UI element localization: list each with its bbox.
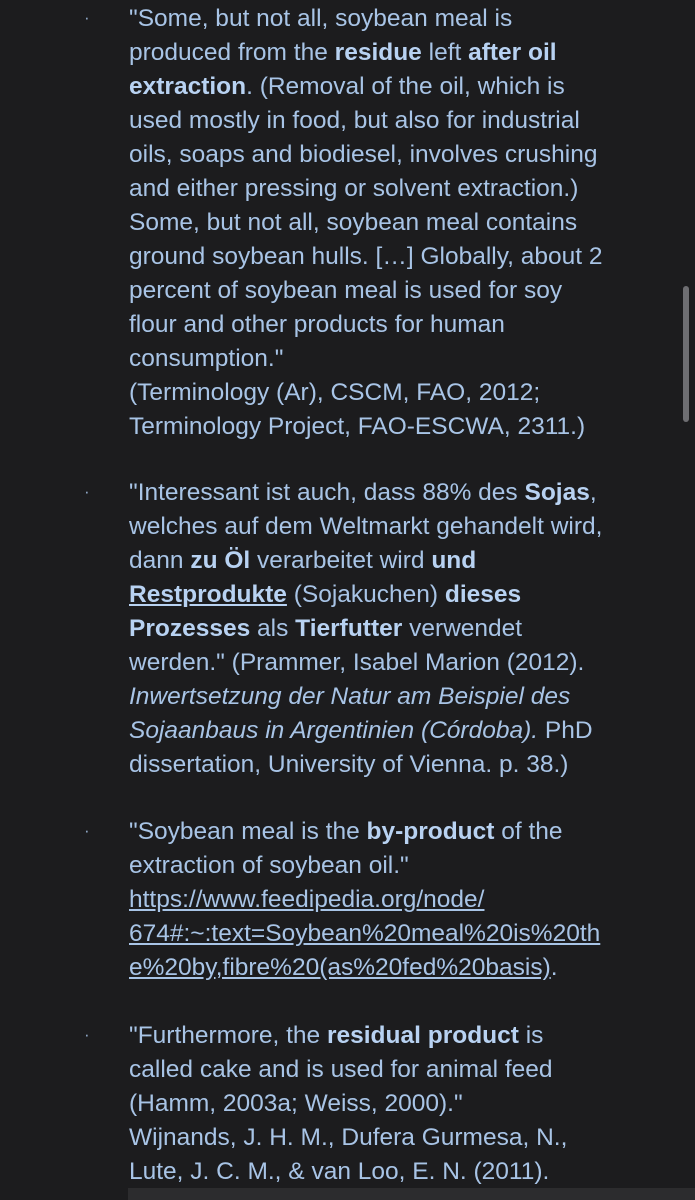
link-text[interactable]: https://www.feedipedia.org/node/ bbox=[129, 886, 485, 913]
text-line: used mostly in food, but also for industrial bbox=[129, 107, 580, 134]
text-line: flour and other products for human bbox=[129, 311, 505, 338]
citation-line: werden." (Prammer, Isabel Marion (2012). bbox=[129, 649, 585, 676]
text-line: Prozesses als Tierfutter verwendet bbox=[129, 615, 523, 642]
text-line: Restprodukte (Sojakuchen) dieses bbox=[129, 581, 522, 608]
bullet-dot: · bbox=[84, 821, 90, 840]
text-line: ground soybean hulls. […] Globally, about 2 bbox=[129, 243, 603, 270]
emphasis: residue bbox=[334, 39, 422, 66]
emphasis: by-product bbox=[366, 818, 495, 845]
quote-feedipedia bbox=[129, 815, 654, 985]
feedipedia-link[interactable]: e%20by,fibre%20(as%20fed%20basis). bbox=[129, 954, 558, 981]
citation-title-line: Sojaanbaus in Argentinien (Córdoba). PhD bbox=[129, 717, 593, 744]
emphasis: dieses bbox=[444, 581, 522, 608]
citation-line: (Terminology (Ar), CSCM, FAO, 2012; bbox=[129, 379, 541, 406]
text-line: Some, but not all, soybean meal contains bbox=[129, 209, 578, 236]
citation-line: dissertation, University of Vienna. p. 38.) bbox=[129, 751, 569, 778]
text-line: oils, soaps and biodiesel, involves crushing bbox=[129, 141, 598, 168]
emphasis: extraction bbox=[129, 73, 247, 100]
quote-wijnands bbox=[129, 1019, 654, 1189]
text-line: dann zu Öl verarbeitet wird und bbox=[129, 547, 477, 574]
emphasis: Tierfutter bbox=[295, 615, 403, 642]
quote-fao-terminology bbox=[129, 2, 654, 444]
link-text[interactable]: e%20by,fibre%20(as%20fed%20basis) bbox=[129, 954, 551, 981]
quote-prammer bbox=[129, 476, 654, 782]
citation-line: Wijnands, J. H. M., Dufera Gurmesa, N., bbox=[129, 1124, 568, 1151]
bullet-dot: · bbox=[84, 8, 90, 27]
text-line: extraction. (Removal of the oil, which is bbox=[129, 73, 565, 100]
bullet-dot: · bbox=[84, 1025, 90, 1044]
citation-title-line: Inwertsetzung der Natur am Beispiel des bbox=[129, 683, 571, 710]
text-line: produced from the residue left after oil bbox=[129, 39, 557, 66]
emphasis: Prozesses bbox=[129, 615, 251, 642]
emphasis: after oil bbox=[468, 39, 557, 66]
feedipedia-link[interactable] bbox=[129, 883, 654, 917]
emphasis: residual product bbox=[326, 1022, 519, 1049]
text-line: percent of soybean meal is used for soy bbox=[129, 277, 563, 304]
emphasis: zu Öl bbox=[190, 547, 251, 574]
text-line: and either pressing or solvent extraction.) bbox=[129, 175, 579, 202]
text-line: "Soybean meal is the by-product of the bbox=[129, 818, 563, 845]
text-line: welches auf dem Weltmarkt gehandelt wird, bbox=[129, 513, 603, 540]
feedipedia-link[interactable] bbox=[129, 917, 654, 951]
citation-line: Terminology Project, FAO-ESCWA, 2311.) bbox=[129, 413, 586, 440]
text-line: "Interessant ist auch, dass 88% des Sojas, bbox=[129, 479, 597, 506]
text-line: (Hamm, 2003a; Weiss, 2000)." bbox=[129, 1090, 463, 1117]
vertical-scrollbar[interactable] bbox=[683, 286, 689, 422]
text-line: extraction of soybean oil." bbox=[129, 852, 409, 879]
emphasis: Sojas bbox=[524, 479, 590, 506]
text-line: called cake and is used for animal feed bbox=[129, 1056, 553, 1083]
text-line: "Some, but not all, soybean meal is bbox=[129, 5, 513, 32]
text-line: "Furthermore, the residual product is bbox=[129, 1022, 544, 1049]
bottom-edge-strip bbox=[128, 1188, 695, 1200]
emphasis: und bbox=[431, 547, 477, 574]
bullet-dot: · bbox=[84, 482, 90, 501]
citation-line: Lute, J. C. M., & van Loo, E. N. (2011). bbox=[129, 1158, 550, 1185]
link-text[interactable]: 674#:~:text=Soybean%20meal%20is%20th bbox=[129, 920, 601, 947]
emphasis-underlined: Restprodukte bbox=[129, 581, 287, 608]
text-line: consumption." bbox=[129, 345, 284, 372]
